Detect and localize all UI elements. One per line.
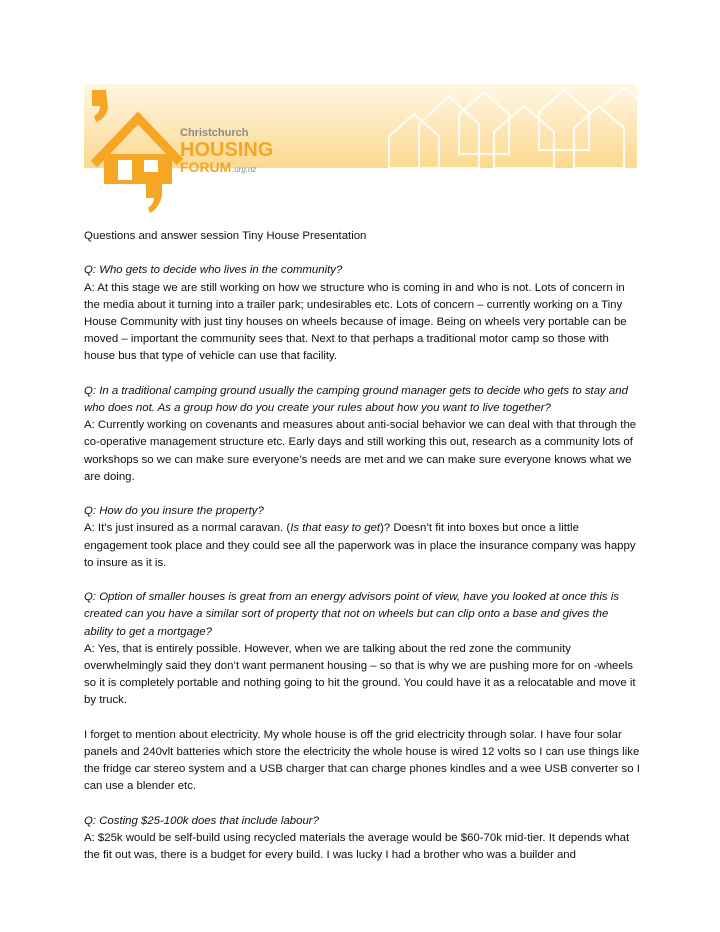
answer-text xyxy=(84,520,640,572)
answer-text: A: Currently working on covenants and measures about anti-social behavior we can deal with that through the co-operative management structure etc. Early days and still working this out, research as a community lots of workshops so we can make sure everyone’s needs are met and we can make sure everyone knows what we are doing. xyxy=(84,419,637,483)
org-name-line2: HOUSING xyxy=(180,139,274,161)
answer-text: A: At this stage we are still working on how we structure who is coming in and who is not. Lots of concern in the media about it turning into a trailer park; undesirables etc. Lots of concern – currently working on a Tiny House Community with just tiny houses on wheels because of image. Being on wheels very portable can be moved – important the community sees that. Next to that perhaps a traditional motor camp so those with house bus that type of vehicle can use that facility. xyxy=(84,281,627,363)
question-text: Q: Option of smaller houses is great from an energy advisors point of view, have you looked at once this is created can you have a similar sort of property that not on wheels but can clip onto a base and gives the ability to get a mortgage? xyxy=(84,591,620,638)
qa-block-1 xyxy=(84,262,640,365)
org-name-line1: Christchurch xyxy=(180,127,249,139)
question-text: Q: Who gets to decide who lives in the community? xyxy=(84,264,343,277)
qa-block-3 xyxy=(84,503,640,572)
document-body xyxy=(84,228,640,882)
org-name-suffix: .org.nz xyxy=(232,165,257,174)
answer-text-start: A: It’s just insured as a normal caravan. ( xyxy=(84,522,291,535)
qa-block-5 xyxy=(84,813,640,865)
quote-mark-bottom-icon xyxy=(146,182,162,213)
answer-text-end: )? Doesn’t fit into boxes but once a little engagement took place and they could see all the paperwork was in place the insurance company was happy to insure as it is. xyxy=(84,522,636,569)
question-text: Q: Costing $25-100k does that include labour? xyxy=(84,814,319,827)
header-banner xyxy=(84,84,637,213)
question-text: Q: How do you insure the property? xyxy=(84,505,264,518)
answer-aside: Is that easy to get xyxy=(290,522,381,535)
qa-block-4 xyxy=(84,589,640,709)
org-name-line3: FORUM xyxy=(180,159,232,175)
question-text: Q: In a traditional camping ground usually the camping ground manager gets to decide who gets to stay and who does not. As a group how do you create your rules about how you want to live together? xyxy=(84,384,628,414)
answer-text: A: $25k would be self-build using recycled materials the average would be $60-70k mid-tier. It depends what the fit out was, there is a budget for every build. I was lucky I had a brother who was a builder and xyxy=(84,832,630,862)
qa-block-2 xyxy=(84,383,640,486)
electricity-note: I forget to mention about electricity. My whole house is off the grid electricity through solar. I have four solar panels and 240vlt batteries which store the electricity the whole house is wired 12 volts so I can use things like the fridge car stereo system and a USB charger that can charge phones kindles and a wee USB converter so I can use a blender etc. xyxy=(84,728,640,793)
document-title: Questions and answer session Tiny House Presentation xyxy=(84,230,367,242)
answer-text: A: Yes, that is entirely possible. However, when we are talking about the red zone the community overwhelmingly said they don’t want permanent housing – so that is why we are pushing more for on -wheels so it is completely portable and nothing going to hit the ground. You could have it as a relocatable and move it by truck. xyxy=(84,642,636,707)
